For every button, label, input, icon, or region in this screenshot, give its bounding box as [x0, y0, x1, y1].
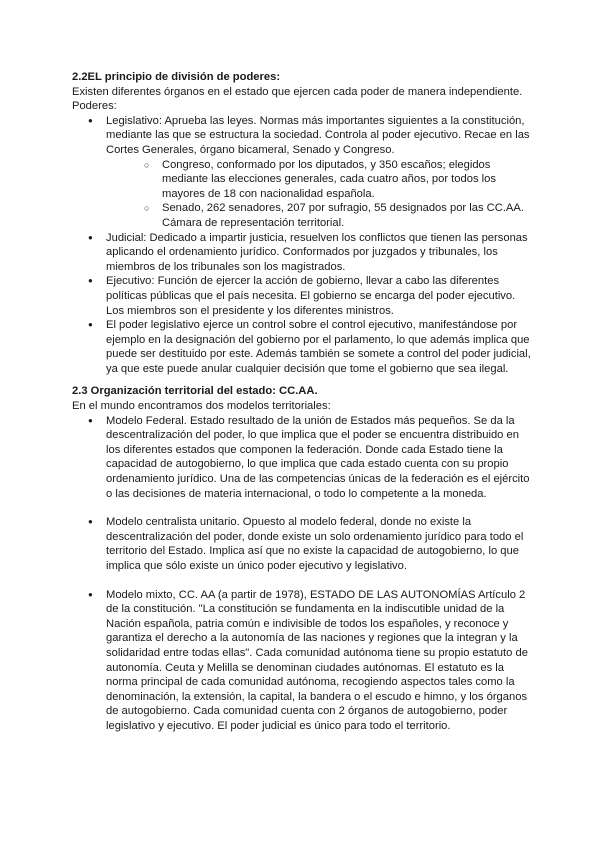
- bullet-list: [72, 414, 532, 502]
- section-division-poderes: [72, 70, 532, 376]
- section-intro: En el mundo encontramos dos modelos territoriales:: [72, 400, 331, 413]
- bullet-list: [72, 588, 532, 734]
- list-item-text: Modelo mixto, CC. AA (a partir de 1978), ESTADO DE LAS AUTONOMÍAS Artículo 2 de la constitución. "La constitución se fundamenta en la indiscutible unidad de la Nación española, patria común e indivisible de todos los españoles, y reconoce y garantiza el derecho a la autonomía de las naciones y regiones que la integran y la solidaridad entre todas ellas". Cada comunidad autónoma tiene su propio estatuto de autonomía. Ceuta y Melilla se denominan ciudades autónomas. El estatuto es la norma principal de cada comunidad autónoma, recogiendo aspectos tales como la denominación, la extensión, la capital, la bandera o el escudo e himno, y los órganos de autogobierno. Cada comunidad cuenta con 2 órganos de autogobierno, poder legislativo y ejecutivo. El poder judicial es único para todo el territorio.: [106, 588, 528, 732]
- section-heading: 2.2EL principio de división de poderes:: [72, 71, 281, 83]
- bullet-list: [72, 114, 532, 377]
- section-organizacion-territorial: [72, 384, 532, 733]
- sub-bullet-list: [106, 158, 532, 231]
- list-item-text: Ejecutivo: Función de ejercer la acción de gobierno, llevar a cabo las diferentes políticas públicas que el país necesita. El gobierno se encarga del poder ejecutivo. Los miembros son el presidente y los diferentes ministros.: [106, 275, 516, 317]
- section-intro: Existen diferentes órganos en el estado que ejercen cada poder de manera independiente. Poderes:: [72, 85, 523, 113]
- list-item: [72, 318, 532, 376]
- list-item-text: Modelo centralista unitario. Opuesto al modelo federal, donde no existe la descentralización del poder, donde existe un solo ordenamiento jurídico para todo el territorio del Estado. Implica así que no existe la capacidad de autogobierno, lo que implica que sólo existe un único poder ejecutivo y legislativo.: [106, 516, 524, 572]
- list-item-text: Modelo Federal. Estado resultado de la unión de Estados más pequeños. Se da la descentralización del poder, lo que implica que el poder se encuentra distribuido en los diferentes estados que componen la federación. Donde cada Estado tiene la capacidad de autogobierno, lo que implica que cada estado cuenta con su propio ordenamiento jurídico. Una de las competencias únicas de la federación es el ejército o las decisiones de materia internacional, o todo lo competente a la moneda.: [106, 414, 530, 500]
- sub-list-item-text: Senado, 262 senadores, 207 por sufragio, 55 designados por las CC.AA. Cámara de representación territorial.: [162, 202, 524, 229]
- document-page: [72, 70, 532, 734]
- bullet-list: [72, 515, 532, 573]
- list-item: [72, 114, 532, 231]
- sub-list-item-text: Congreso, conformado por los diputados, y 350 escaños; elegidos mediante las elecciones generales, cada cuatro años, por todos los mayores de 18 con nacionalidad española.: [162, 158, 496, 200]
- list-item: [72, 231, 532, 275]
- list-item-text: Legislativo: Aprueba las leyes. Normas más importantes siguientes a la constitución, mediante las que se estructura la sociedad. Controla al poder ejecutivo. Recae en las Cortes Generales, órgano bicameral, Senado y Congreso.: [106, 114, 530, 156]
- section-heading: 2.3 Organización territorial del estado: CC.AA.: [72, 385, 318, 398]
- list-item: [72, 515, 532, 573]
- list-item-text: El poder legislativo ejerce un control sobre el control ejecutivo, manifestándose por ejemplo en la designación del gobierno por el parlamento, lo que además implica que puede ser destituido por este. Además también se somete a control del poder judicial, ya que este puede anular cualquier decisión que tome el gobierno que sea ilegal.: [106, 319, 531, 375]
- sub-list-item: [140, 158, 532, 202]
- list-item: [72, 414, 532, 502]
- sub-list-item: [140, 201, 532, 230]
- list-item-text: Judicial: Dedicado a impartir justicia, resuelven los conflictos que tienen las personas aplicando el ordenamiento jurídico. Conformados por juzgados y tribunales, los miembros de los tribunales son los magistrados.: [106, 231, 528, 273]
- list-item: [72, 588, 532, 734]
- list-item: [72, 274, 532, 318]
